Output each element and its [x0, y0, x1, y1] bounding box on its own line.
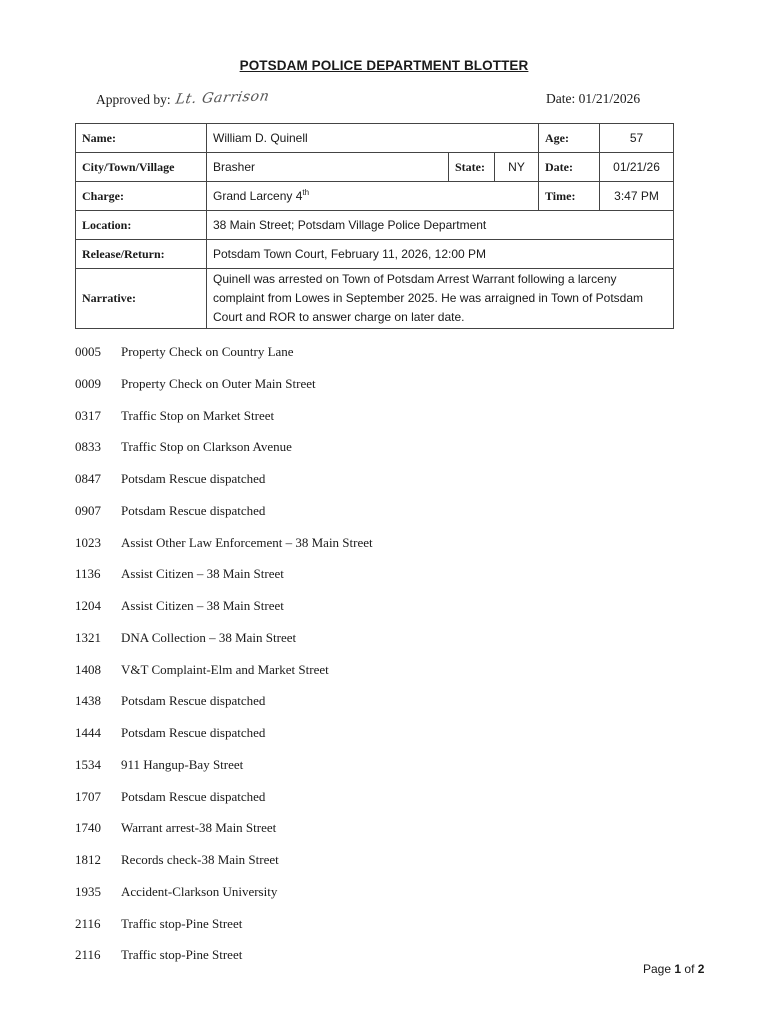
state-value: NY: [495, 153, 539, 182]
page-total: 2: [697, 962, 705, 976]
log-entry-time: 1321: [75, 629, 101, 645]
name-label: Name:: [76, 124, 207, 153]
log-entry-description: Potsdam Rescue dispatched: [121, 725, 266, 740]
log-entry-time: 2116: [75, 915, 101, 931]
narrative-label: Narrative:: [76, 269, 207, 329]
log-entry-time: 2116: [75, 947, 101, 963]
date-label: Date:: [539, 153, 600, 182]
time-value: 3:47 PM: [600, 182, 674, 211]
charge-label: Charge:: [76, 182, 207, 211]
charge-value: [207, 182, 539, 211]
log-entry-description: Traffic Stop on Market Street: [121, 407, 275, 423]
row-location: [76, 211, 674, 240]
log-entry-time: 0009: [75, 375, 101, 391]
log-entry-description: Potsdam Rescue dispatched: [121, 693, 266, 709]
log-entry-description: V&T Complaint-Elm and Market Street: [121, 661, 329, 677]
log-entry-time: 1136: [75, 566, 101, 582]
row-name: [76, 124, 674, 153]
page-word: Page: [643, 962, 672, 976]
charge-suffix: th: [302, 188, 310, 197]
log-entry-description: Assist Citizen – 38 Main Street: [121, 566, 284, 582]
log-entry-description: DNA Collection – 38 Main Street: [121, 629, 297, 645]
log-entry-description: Traffic stop-Pine Street: [121, 947, 243, 963]
arrest-record-table: [75, 123, 674, 329]
log-entry-description: Assist Citizen – 38 Main Street: [121, 598, 284, 613]
approved-by: [96, 91, 171, 108]
charge-text: Grand Larceny 4: [213, 189, 303, 203]
blotter-date: Date: 01/21/2026: [546, 91, 641, 106]
log-entry-time: 0847: [75, 471, 101, 486]
location-label: Location:: [76, 211, 207, 240]
name-value: William D. Quinell: [207, 124, 539, 153]
page-current: 1: [674, 962, 682, 976]
log-entry-description: Property Check on Outer Main Street: [121, 375, 316, 391]
log-entry-time: 1204: [75, 598, 101, 613]
log-entry-time: 1707: [75, 788, 101, 804]
log-entry-time: 1812: [75, 852, 101, 867]
state-label: State:: [449, 153, 495, 182]
log-entry-description: Potsdam Rescue dispatched: [121, 471, 266, 486]
log-entry-time: 1935: [75, 883, 101, 899]
location-value: 38 Main Street; Potsdam Village Police Department: [207, 211, 674, 240]
city-label: City/Town/Village: [76, 153, 207, 182]
city-value: Brasher: [207, 153, 449, 182]
approver-signature: Lt. Garrison: [174, 88, 271, 108]
row-city: [76, 153, 674, 182]
log-entry-description: Warrant arrest-38 Main Street: [121, 820, 277, 836]
log-entry-time: 0317: [75, 407, 101, 423]
log-entry-description: Potsdam Rescue dispatched: [121, 788, 266, 804]
row-release: [76, 240, 674, 269]
log-entry-description: Traffic Stop on Clarkson Avenue: [121, 439, 292, 455]
date-value: 01/21/26: [600, 153, 674, 182]
log-entry-description: Accident-Clarkson University: [121, 883, 278, 899]
approved-label: Approved by:: [96, 91, 171, 107]
log-entry-time: 1534: [75, 756, 101, 772]
of-word: of: [684, 962, 695, 976]
time-label: Time:: [539, 182, 600, 211]
log-entry-description: 911 Hangup-Bay Street: [121, 756, 244, 772]
release-label: Release/Return:: [76, 240, 207, 269]
row-narrative: [76, 269, 674, 329]
log-entry-time: 1740: [75, 820, 101, 836]
release-value: Potsdam Town Court, February 11, 2026, 12:00 PM: [207, 240, 674, 269]
page-number: [643, 962, 704, 976]
log-entry-time: 1023: [75, 534, 101, 550]
log-entry-time: 1444: [75, 725, 101, 740]
log-entry-description: Property Check on Country Lane: [121, 344, 294, 359]
log-entry-time: 1438: [75, 693, 101, 709]
log-entry-time: 0907: [75, 502, 101, 518]
log-entry-description: Assist Other Law Enforcement – 38 Main Street: [121, 534, 373, 550]
narrative-value: Quinell was arrested on Town of Potsdam Arrest Warrant following a larceny complaint from Lowes in September 2025. He was arraigned in Town of Potsdam Court and ROR to answer charge on later date.: [207, 269, 674, 329]
row-charge: [76, 182, 674, 211]
log-entry-time: 0005: [75, 344, 101, 359]
log-entry-time: 1408: [75, 661, 101, 677]
log-entry-description: Traffic stop-Pine Street: [121, 915, 243, 931]
log-entry-time: 0833: [75, 439, 101, 455]
log-entry-description: Records check-38 Main Street: [121, 852, 279, 867]
age-label: Age:: [539, 124, 600, 153]
log-entry-description: Potsdam Rescue dispatched: [121, 502, 266, 518]
page-title: POTSDAM POLICE DEPARTMENT BLOTTER: [239, 58, 529, 73]
age-value: 57: [600, 124, 674, 153]
